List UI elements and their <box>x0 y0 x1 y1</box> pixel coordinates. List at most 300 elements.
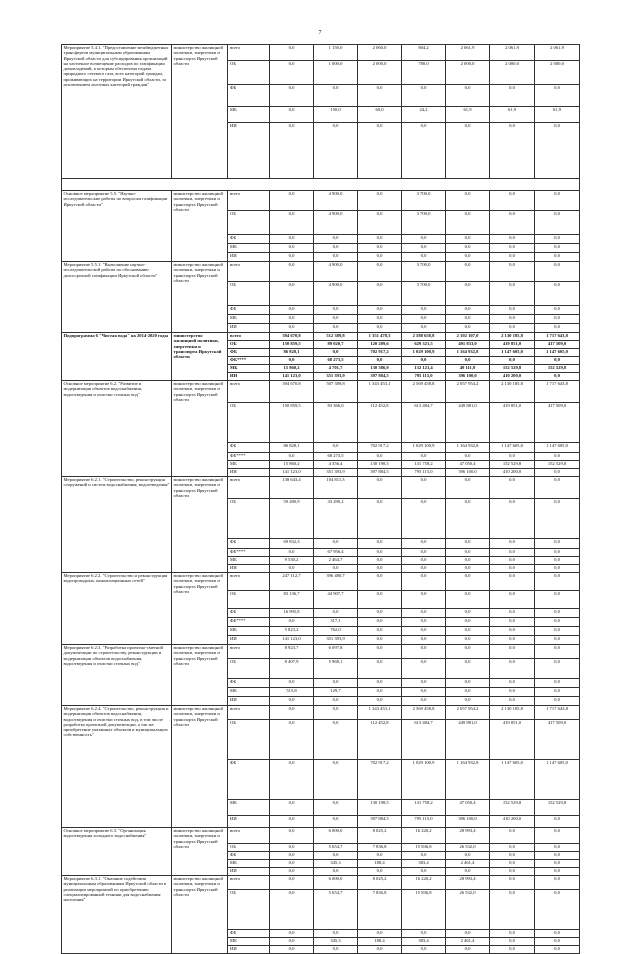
amount-cell: 0,0 <box>314 235 358 244</box>
amount-cell: 0,0 <box>535 453 580 461</box>
amount-cell: 0,0 <box>314 760 358 800</box>
amount-cell: 0,0 <box>270 45 314 61</box>
funding-source: ОБ <box>228 499 270 539</box>
amount-cell: 0,0 <box>490 636 535 645</box>
amount-cell: 0,0 <box>446 549 490 557</box>
amount-cell: 0,0 <box>535 852 580 860</box>
amount-cell: 0,0 <box>402 306 446 315</box>
funding-source: ОБ <box>228 890 270 930</box>
funding-source: всего <box>228 828 270 844</box>
amount-cell: 491 833,0 <box>446 341 490 349</box>
amount-cell: 47 050,4 <box>446 800 490 816</box>
funding-source: ФБ <box>228 85 270 107</box>
funding-source: ФБ <box>228 930 270 938</box>
amount-cell: 0,0 <box>446 627 490 636</box>
amount-cell: 0,0 <box>535 282 580 306</box>
amount-cell: 0,0 <box>535 469 580 477</box>
activity-name: Подпрограмма 6 "Чистая вода" на 2014-2020 годы <box>62 333 172 381</box>
funding-source: МБ <box>228 365 270 373</box>
amount-cell: 0,0 <box>490 645 535 659</box>
amount-cell: 0,0 <box>358 253 402 262</box>
amount-cell: 0,0 <box>535 645 580 659</box>
amount-cell: 0,0 <box>270 549 314 557</box>
amount-cell: 0,0 <box>402 253 446 262</box>
amount-cell: 2 130 185,8 <box>490 333 535 341</box>
executor-cell: министерство жилищной политики, энергетики и транспорта Иркутской области <box>172 381 228 477</box>
amount-cell: 396 480,7 <box>314 573 358 591</box>
amount-cell: 0,0 <box>270 618 314 627</box>
amount-cell: 0,0 <box>535 860 580 868</box>
amount-cell: 47 050,4 <box>446 461 490 469</box>
executor-cell: министерство жилищной политики, энергетики и транспорта Иркутской области <box>172 45 228 179</box>
amount-cell: 0,0 <box>490 477 535 499</box>
amount-cell: 104 811,3 <box>314 477 358 499</box>
amount-cell: 0,0 <box>270 697 314 706</box>
amount-cell: 68 273,5 <box>314 453 358 461</box>
amount-cell: 0,0 <box>446 499 490 539</box>
amount-cell: 131 758,2 <box>402 800 446 816</box>
amount-cell: 0,0 <box>402 636 446 645</box>
amount-cell: 1 147 605,0 <box>490 349 535 357</box>
table-row <box>62 381 580 403</box>
funding-source: МБ <box>228 627 270 636</box>
amount-cell: 7 836,8 <box>358 890 402 930</box>
amount-cell: 86 828,1 <box>270 349 314 357</box>
amount-cell: 0,0 <box>535 844 580 852</box>
amount-cell: 0,0 <box>358 357 402 365</box>
amount-cell: 0,0 <box>446 306 490 315</box>
funding-source: ОБ <box>228 211 270 235</box>
amount-cell: 417 509,0 <box>535 341 580 349</box>
amount-cell: 0,0 <box>358 697 402 706</box>
amount-cell: 0,0 <box>535 816 580 828</box>
amount-cell: 0,0 <box>446 645 490 659</box>
amount-cell: 0,0 <box>490 539 535 549</box>
amount-cell: 2 061,9 <box>535 45 580 61</box>
amount-cell: 131 758,2 <box>402 461 446 469</box>
amount-cell: 0,0 <box>535 549 580 557</box>
amount-cell: 0,0 <box>314 443 358 453</box>
funding-source: всего <box>228 333 270 341</box>
funding-source: ФБ <box>228 609 270 618</box>
amount-cell: 397 884,5 <box>358 469 402 477</box>
amount-cell: 0,0 <box>358 679 402 688</box>
amount-cell: 0,0 <box>535 609 580 618</box>
amount-cell: 0,0 <box>314 253 358 262</box>
amount-cell: 0,0 <box>314 609 358 618</box>
amount-cell: 0,0 <box>446 85 490 107</box>
amount-cell: 0,0 <box>358 557 402 565</box>
amount-cell: 0,0 <box>314 679 358 688</box>
amount-cell: 0,0 <box>535 211 580 235</box>
funding-source: МБ <box>228 461 270 469</box>
amount-cell: 0,0 <box>535 357 580 365</box>
amount-cell: 0,0 <box>270 938 314 946</box>
amount-cell: 0,0 <box>270 890 314 930</box>
table-row <box>62 876 580 890</box>
amount-cell: 0,0 <box>314 324 358 333</box>
amount-cell: 61,9 <box>535 107 580 123</box>
amount-cell: 120 289,6 <box>358 341 402 349</box>
amount-cell: 0,0 <box>535 890 580 930</box>
amount-cell: 0,0 <box>446 324 490 333</box>
table-row <box>62 706 580 720</box>
activity-name: Мероприятие 6.2.4. "Строительство, реконструкция и модернизация объектов водоснабжения, водоотведения и очистки сточных вод, в том числе разработка проектной документации, а так же приобретение указанных объектов в муниципальную собственность" <box>62 706 172 828</box>
amount-cell: 141 123,0 <box>270 469 314 477</box>
amount-cell: 0,0 <box>446 868 490 876</box>
table-row <box>62 477 580 499</box>
executor-cell: министерство жилищной политики, энергетики и транспорта Иркутской области <box>172 333 228 381</box>
amount-cell: 0,0 <box>446 930 490 938</box>
amount-cell: 59 280,9 <box>270 499 314 539</box>
funding-source: ОБ <box>228 720 270 760</box>
amount-cell: 0,0 <box>446 123 490 179</box>
amount-cell: 0,0 <box>358 549 402 557</box>
amount-cell: 0,0 <box>270 244 314 253</box>
amount-cell: 0,0 <box>490 557 535 565</box>
executor-cell: министерство жилищной политики, энергетики и транспорта Иркутской области <box>172 706 228 828</box>
page-number: 7 <box>318 30 322 36</box>
amount-cell: 0,0 <box>358 282 402 306</box>
amount-cell: 0,0 <box>402 453 446 461</box>
amount-cell: 0,0 <box>270 868 314 876</box>
amount-cell: 0,0 <box>535 876 580 890</box>
funding-source: ОБ <box>228 844 270 852</box>
amount-cell: 0,0 <box>358 453 402 461</box>
amount-cell: 410 200,0 <box>490 373 535 381</box>
amount-cell: 5 823,2 <box>270 627 314 636</box>
spacer-cell <box>62 179 580 191</box>
amount-cell: 15 836,8 <box>402 890 446 930</box>
amount-cell: 0,0 <box>358 852 402 860</box>
amount-cell: 0,0 <box>358 609 402 618</box>
amount-cell: 15 860,2 <box>270 461 314 469</box>
amount-cell: 0,0 <box>535 627 580 636</box>
funding-source: ФБ**** <box>228 453 270 461</box>
amount-cell: 83 136,7 <box>270 591 314 609</box>
funding-source: ФБ**** <box>228 549 270 557</box>
amount-cell: 0,0 <box>402 315 446 324</box>
amount-cell: 0,0 <box>270 760 314 800</box>
amount-cell: 0,0 <box>402 235 446 244</box>
amount-cell: 8 025,2 <box>358 876 402 890</box>
amount-cell: 1 029 100,9 <box>402 443 446 453</box>
amount-cell: 0,0 <box>446 282 490 306</box>
amount-cell: 188,4 <box>358 860 402 868</box>
amount-cell: 0,0 <box>446 565 490 573</box>
amount-cell: 0,0 <box>446 946 490 954</box>
amount-cell: 44 907,7 <box>314 591 358 609</box>
amount-cell: 112 452,8 <box>358 720 402 760</box>
amount-cell: 0,0 <box>402 357 446 365</box>
amount-cell: 0,0 <box>535 191 580 211</box>
amount-cell: 0,0 <box>535 85 580 107</box>
funding-source: ФБ**** <box>228 357 270 365</box>
amount-cell: 0,0 <box>535 573 580 591</box>
executor-cell: министерство жилищной политики, энергетики и транспорта Иркутской области <box>172 645 228 706</box>
amount-cell: 60,0 <box>358 107 402 123</box>
amount-cell: 317,1 <box>314 618 358 627</box>
amount-cell: 702 917,2 <box>358 760 402 800</box>
amount-cell: 247 112,7 <box>270 573 314 591</box>
amount-cell: 0,0 <box>490 627 535 636</box>
amount-cell: 2 060,0 <box>358 45 402 61</box>
amount-cell: 130 198,5 <box>358 461 402 469</box>
amount-cell: 0,0 <box>314 706 358 720</box>
funding-source: ИИ <box>228 324 270 333</box>
amount-cell: 0,0 <box>490 315 535 324</box>
amount-cell: 0,0 <box>490 565 535 573</box>
funding-source: ИИ <box>228 469 270 477</box>
amount-cell: 33 290,2 <box>314 499 358 539</box>
amount-cell: 0,0 <box>446 453 490 461</box>
amount-cell: 0,0 <box>535 618 580 627</box>
amount-cell: 0,0 <box>358 539 402 549</box>
amount-cell: 0,0 <box>446 191 490 211</box>
amount-cell: 0,0 <box>446 852 490 860</box>
amount-cell: 795 115,0 <box>402 816 446 828</box>
executor-cell: министерство жилищной политики, энергетики и транспорта Иркутской области <box>172 828 228 876</box>
amount-cell: 0,0 <box>446 591 490 609</box>
amount-cell: 0,0 <box>535 868 580 876</box>
amount-cell: 0,0 <box>490 828 535 844</box>
amount-cell: 1 717 643,8 <box>535 706 580 720</box>
amount-cell: 417 509,0 <box>535 403 580 443</box>
amount-cell: 0,0 <box>314 85 358 107</box>
amount-cell: 0,0 <box>270 828 314 844</box>
amount-cell: 0,0 <box>402 591 446 609</box>
amount-cell: 0,0 <box>490 938 535 946</box>
amount-cell: 410 200,0 <box>490 469 535 477</box>
amount-cell: 419 851,0 <box>490 720 535 760</box>
amount-cell: 1 717 643,8 <box>535 333 580 341</box>
amount-cell: 2 000,0 <box>358 61 402 85</box>
amount-cell: 152 529,8 <box>535 800 580 816</box>
amount-cell: 0,0 <box>535 123 580 179</box>
amount-cell: 2 000,0 <box>490 61 535 85</box>
amount-cell: 0,0 <box>314 306 358 315</box>
amount-cell: 1 147 605,0 <box>490 443 535 453</box>
funding-source: всего <box>228 381 270 403</box>
amount-cell: 16 995,8 <box>270 609 314 618</box>
amount-cell: 0,0 <box>446 697 490 706</box>
amount-cell: 0,0 <box>535 565 580 573</box>
amount-cell: 507 389,8 <box>314 381 358 403</box>
amount-cell: 0,0 <box>314 539 358 549</box>
activity-name: Основное мероприятие 6.3. "Организация водоотведения холодного водоснабжения" <box>62 828 172 876</box>
funding-source: ФБ <box>228 760 270 800</box>
amount-cell: 0,0 <box>314 852 358 860</box>
amount-cell: 0,0 <box>446 235 490 244</box>
amount-cell: 0,0 <box>402 324 446 333</box>
amount-cell: 397 884,5 <box>358 816 402 828</box>
table-row <box>62 573 580 591</box>
funding-source: ФБ**** <box>228 618 270 627</box>
funding-source: всего <box>228 645 270 659</box>
amount-cell: 0,0 <box>402 697 446 706</box>
amount-cell: 152 529,8 <box>535 365 580 373</box>
amount-cell: 0,0 <box>490 852 535 860</box>
amount-cell: 0,0 <box>535 306 580 315</box>
amount-cell: 86 828,1 <box>270 443 314 453</box>
amount-cell: 351 393,9 <box>314 469 358 477</box>
amount-cell: 0,0 <box>535 373 580 381</box>
amount-cell: 4 356,4 <box>314 461 358 469</box>
amount-cell: 69 832,3 <box>270 539 314 549</box>
amount-cell: 0,0 <box>270 844 314 852</box>
funding-source: ИИ <box>228 123 270 179</box>
amount-cell: 7 836,8 <box>358 844 402 852</box>
amount-cell: 0,0 <box>402 123 446 179</box>
funding-source: МБ <box>228 244 270 253</box>
amount-cell: 0,0 <box>358 946 402 954</box>
amount-cell: 396 100,0 <box>446 373 490 381</box>
amount-cell: 0,0 <box>535 262 580 282</box>
amount-cell: 1 717 643,8 <box>535 381 580 403</box>
amount-cell: 0,0 <box>402 477 446 499</box>
amount-cell: 0,0 <box>270 235 314 244</box>
amount-cell: 351 393,9 <box>314 373 358 381</box>
amount-cell: 0,0 <box>270 876 314 890</box>
amount-cell: 0,0 <box>490 844 535 852</box>
funding-source: МБ <box>228 800 270 816</box>
amount-cell: 0,0 <box>358 627 402 636</box>
amount-cell: 130 386,9 <box>358 365 402 373</box>
amount-cell: 89 020,7 <box>314 341 358 349</box>
activity-name: Мероприятие 6.2.2. "Строительство и реконструкция водопроводных, канализационных сетей" <box>62 573 172 645</box>
amount-cell: 0,0 <box>535 244 580 253</box>
amount-cell: 2 130 185,8 <box>490 706 535 720</box>
amount-cell: 0,0 <box>446 539 490 549</box>
funding-source: ОБ <box>228 282 270 306</box>
amount-cell: 150 859,5 <box>270 403 314 443</box>
amount-cell: 0,0 <box>535 477 580 499</box>
amount-cell: 0,0 <box>446 618 490 627</box>
funding-source: МБ <box>228 688 270 697</box>
amount-cell: 1 147 605,0 <box>490 760 535 800</box>
amount-cell: 15 860,2 <box>270 365 314 373</box>
amount-cell: 0,0 <box>535 636 580 645</box>
executor-cell: министерство жилищной политики, энергетики и транспорта Иркутской области <box>172 573 228 645</box>
funding-source: ОБ <box>228 591 270 609</box>
amount-cell: 0,0 <box>446 659 490 679</box>
amount-cell: 0,0 <box>446 477 490 499</box>
amount-cell: 0,0 <box>402 549 446 557</box>
amount-cell: 1 343 453,1 <box>358 381 402 403</box>
amount-cell: 0,0 <box>490 499 535 539</box>
amount-cell: 1 000,0 <box>314 61 358 85</box>
amount-cell: 0,0 <box>270 123 314 179</box>
amount-cell: 0,0 <box>535 938 580 946</box>
amount-cell: 141 123,0 <box>270 373 314 381</box>
amount-cell: 0,0 <box>535 557 580 565</box>
amount-cell: 0,0 <box>535 697 580 706</box>
amount-cell: 2 588 658,8 <box>402 333 446 341</box>
amount-cell: 68 273,5 <box>314 357 358 365</box>
amount-cell: 129,7 <box>314 688 358 697</box>
funding-source: ФБ <box>228 443 270 453</box>
amount-cell: 0,0 <box>402 609 446 618</box>
amount-cell: 396 100,0 <box>446 816 490 828</box>
amount-cell: 5 654,7 <box>314 844 358 852</box>
amount-cell: 0,0 <box>446 573 490 591</box>
amount-cell: 1 343 453,1 <box>358 706 402 720</box>
amount-cell: 9 530,2 <box>270 557 314 565</box>
amount-cell: 8 025,2 <box>358 828 402 844</box>
amount-cell: 0,0 <box>446 315 490 324</box>
funding-source: всего <box>228 706 270 720</box>
amount-cell: 394 670,8 <box>270 381 314 403</box>
amount-cell: 0,0 <box>270 315 314 324</box>
amount-cell: 2 057 954,2 <box>446 381 490 403</box>
amount-cell: 0,0 <box>535 253 580 262</box>
amount-cell: 0,0 <box>402 557 446 565</box>
amount-cell: 0,0 <box>358 636 402 645</box>
amount-cell: 0,0 <box>314 868 358 876</box>
amount-cell: 0,0 <box>358 477 402 499</box>
amount-cell: 0,0 <box>490 235 535 244</box>
amount-cell: 0,0 <box>358 191 402 211</box>
amount-cell: 762,0 <box>314 627 358 636</box>
amount-cell: 2 569 458,8 <box>402 706 446 720</box>
amount-cell: 16 220,2 <box>402 876 446 890</box>
amount-cell: 4 900,0 <box>314 191 358 211</box>
amount-cell: 0,0 <box>490 123 535 179</box>
amount-cell: 0,0 <box>535 235 580 244</box>
amount-cell: 419 851,0 <box>490 341 535 349</box>
amount-cell: 0,0 <box>535 539 580 549</box>
amount-cell: 0,0 <box>490 306 535 315</box>
amount-cell: 804,2 <box>402 45 446 61</box>
amount-cell: 132 121,4 <box>402 365 446 373</box>
amount-cell: 0,0 <box>358 591 402 609</box>
amount-cell: 0,0 <box>270 61 314 85</box>
amount-cell: 0,0 <box>490 549 535 557</box>
amount-cell: 0,0 <box>314 123 358 179</box>
amount-cell: 1 164 932,8 <box>446 349 490 357</box>
amount-cell: 0,0 <box>490 876 535 890</box>
table-row <box>62 828 580 844</box>
amount-cell: 0,0 <box>402 499 446 539</box>
amount-cell: 0,0 <box>446 211 490 235</box>
executor-cell: министерство жилищной политики, энергетики и транспорта Иркутской области <box>172 477 228 573</box>
amount-cell: 0,0 <box>402 930 446 938</box>
funding-source: МБ <box>228 860 270 868</box>
amount-cell: 613 484,7 <box>402 720 446 760</box>
amount-cell: 0,0 <box>358 123 402 179</box>
amount-cell: 0,0 <box>535 946 580 954</box>
amount-cell: 0,0 <box>270 930 314 938</box>
amount-cell: 0,0 <box>535 930 580 938</box>
amount-cell: 0,0 <box>270 946 314 954</box>
executor-cell: министерство жилищной политики, энергетики и транспорта Иркутской области <box>172 191 228 262</box>
amount-cell: 0,0 <box>490 282 535 306</box>
amount-cell: 0,0 <box>358 565 402 573</box>
amount-cell: 0,0 <box>314 930 358 938</box>
amount-cell: 61,9 <box>446 107 490 123</box>
amount-cell: 141 123,0 <box>270 636 314 645</box>
amount-cell: 0,0 <box>490 253 535 262</box>
amount-cell: 795 115,0 <box>402 469 446 477</box>
amount-cell: 0,0 <box>490 573 535 591</box>
activity-name: Основное мероприятие 6.2. "Развитие и модернизация объектов водоснабжения, водоотведения и очистки сточных вод" <box>62 381 172 477</box>
amount-cell: 0,0 <box>402 573 446 591</box>
amount-cell: 1 150,0 <box>314 45 358 61</box>
amount-cell: 4 900,0 <box>314 211 358 235</box>
amount-cell: 795 115,0 <box>402 373 446 381</box>
amount-cell: 0,0 <box>358 645 402 659</box>
amount-cell: 0,0 <box>270 565 314 573</box>
